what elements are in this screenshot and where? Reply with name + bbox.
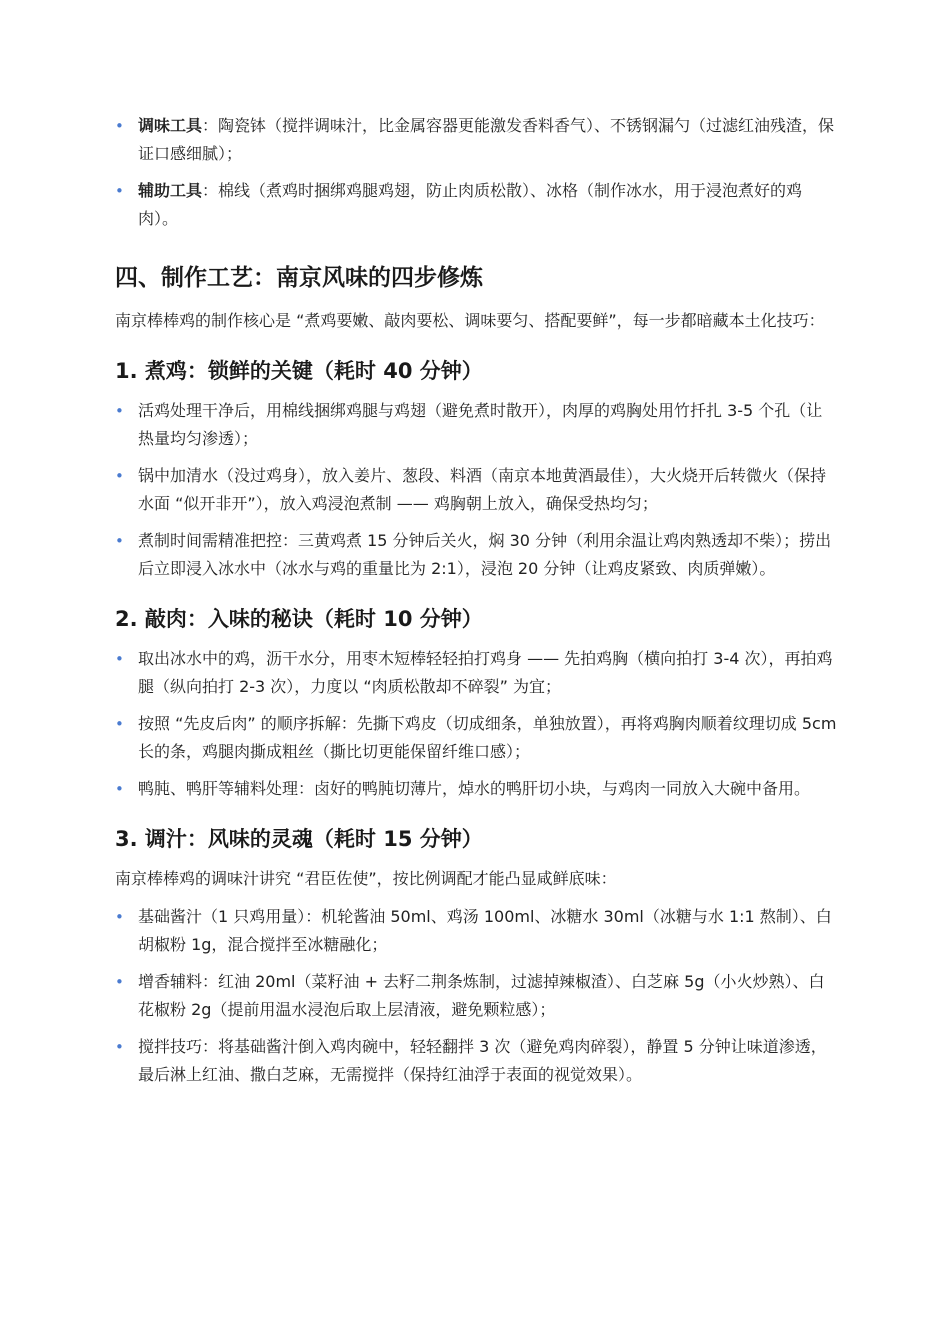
bullet-icon: • bbox=[115, 117, 124, 135]
bullet-icon: • bbox=[115, 780, 124, 798]
item-text: 搅拌技巧：将基础酱汁倒入鸡肉碗中，轻轻翻拌 3 次（避免鸡肉碎裂），静置 5 分钟让味道渗透，最后淋上红油、撒白芝麻，无需搅拌（保持红油浮于表面的视觉效果）。 bbox=[138, 1037, 827, 1084]
step2-list bbox=[115, 645, 837, 803]
bullet-icon: • bbox=[115, 402, 124, 420]
section-heading: 四、制作工艺：南京风味的四步修炼 bbox=[115, 265, 483, 291]
list-item bbox=[115, 462, 837, 518]
step-heading: 2. 敲肉：入味的秘诀（耗时 10 分钟） bbox=[115, 607, 483, 631]
item-text: 活鸡处理干净后，用棉线捆绑鸡腿与鸡翅（避免煮时散开），肉厚的鸡胸处用竹扦扎 3-5 个孔（让热量均匀渗透）； bbox=[138, 401, 823, 448]
bullet-icon: • bbox=[115, 182, 124, 200]
list-item bbox=[115, 645, 837, 701]
item-text: 锅中加清水（没过鸡身），放入姜片、葱段、料酒（南京本地黄酒最佳），大火烧开后转微火（保持水面 “似开非开”），放入鸡浸泡煮制 —— 鸡胸朝上放入，确保受热均匀； bbox=[138, 466, 827, 513]
bullet-icon: • bbox=[115, 650, 124, 668]
section-intro: 南京棒棒鸡的制作核心是 “煮鸡要嫩、敲肉要松、调味要匀、搭配要鲜”，每一步都暗藏本土化技巧： bbox=[115, 311, 825, 330]
bullet-icon: • bbox=[115, 973, 124, 991]
item-text: 鸭肫、鸭肝等辅料处理：卤好的鸭肫切薄片，焯水的鸭肝切小块，与鸡肉一同放入大碗中备用。 bbox=[138, 779, 811, 798]
item-text: ：棉线（煮鸡时捆绑鸡腿鸡翅，防止肉质松散）、冰格（制作冰水，用于浸泡煮好的鸡肉）。 bbox=[138, 181, 803, 228]
bullet-icon: • bbox=[115, 715, 124, 733]
list-item bbox=[115, 968, 837, 1024]
bullet-icon: • bbox=[115, 467, 124, 485]
bullet-icon: • bbox=[115, 1038, 124, 1056]
list-item bbox=[115, 397, 837, 453]
list-item bbox=[115, 903, 837, 959]
item-text: ：陶瓷钵（搅拌调味汁，比金属容器更能激发香料香气）、不锈钢漏勺（过滤红油残渣，保证口感细腻）； bbox=[138, 116, 835, 163]
document-page bbox=[115, 112, 837, 1098]
tools-list bbox=[115, 112, 837, 233]
bullet-icon: • bbox=[115, 908, 124, 926]
list-item bbox=[115, 527, 837, 583]
list-item bbox=[115, 775, 837, 803]
step-heading: 3. 调汁：风味的灵魂（耗时 15 分钟） bbox=[115, 827, 483, 851]
list-item bbox=[115, 112, 837, 168]
step-intro: 南京棒棒鸡的调味汁讲究 “君臣佐使”，按比例调配才能凸显咸鲜底味： bbox=[115, 869, 617, 888]
step-heading: 1. 煮鸡：锁鲜的关键（耗时 40 分钟） bbox=[115, 359, 483, 383]
item-text: 基础酱汁（1 只鸡用量）：机轮酱油 50ml、鸡汤 100ml、冰糖水 30ml（冰糖与水 1:1 熬制）、白胡椒粉 1g，混合搅拌至冰糖融化； bbox=[138, 907, 832, 954]
list-item bbox=[115, 710, 837, 766]
list-item bbox=[115, 177, 837, 233]
bullet-icon: • bbox=[115, 532, 124, 550]
step1-list bbox=[115, 397, 837, 583]
item-text: 按照 “先皮后肉” 的顺序拆解：先撕下鸡皮（切成细条，单独放置），再将鸡胸肉顺着纹理切成 5cm 长的条，鸡腿肉撕成粗丝（撕比切更能保留纤维口感）； bbox=[138, 714, 837, 761]
list-item bbox=[115, 1033, 837, 1089]
step3-list bbox=[115, 903, 837, 1089]
item-label: 调味工具 bbox=[138, 116, 203, 135]
item-label: 辅助工具 bbox=[138, 181, 203, 200]
item-text: 取出冰水中的鸡，沥干水分，用枣木短棒轻轻拍打鸡身 —— 先拍鸡胸（横向拍打 3-4 次），再拍鸡腿（纵向拍打 2-3 次），力度以 “肉质松散却不碎裂” 为宜； bbox=[138, 649, 833, 696]
item-text: 增香辅料：红油 20ml（菜籽油 + 去籽二荆条炼制，过滤掉辣椒渣）、白芝麻 5g（小火炒熟）、白花椒粉 2g（提前用温水浸泡后取上层清液，避免颗粒感）； bbox=[138, 972, 825, 1019]
item-text: 煮制时间需精准把控：三黄鸡煮 15 分钟后关火，焖 30 分钟（利用余温让鸡肉熟透却不柴）；捞出后立即浸入冰水中（冰水与鸡的重量比为 2:1），浸泡 20 分钟（让鸡皮紧致、肉质弹嫩）。 bbox=[138, 531, 832, 578]
